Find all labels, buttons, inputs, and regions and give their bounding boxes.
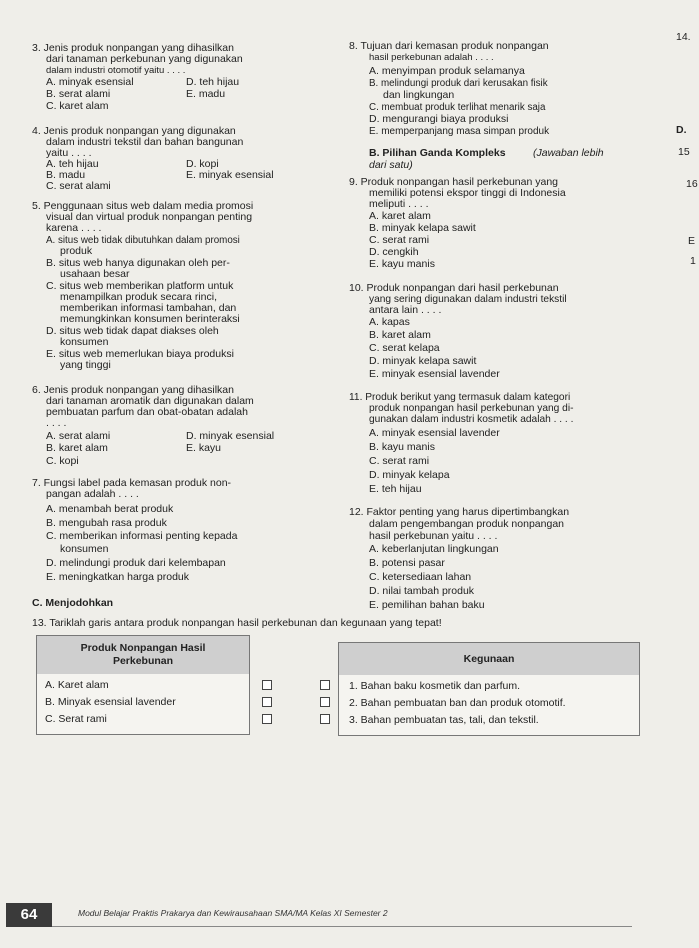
q12-option-a: A. keberlanjutan lingkungan — [369, 543, 499, 555]
match-right-items — [338, 675, 640, 736]
edge-mark-d: D. — [676, 124, 687, 136]
q4-line-3: yaitu . . . . — [46, 147, 92, 159]
match-left-header-line-1: Produk Nonpangan Hasil — [80, 642, 206, 654]
q10-line-1: 10. Produk nonpangan dari hasil perkebunan — [349, 282, 559, 294]
q8-option-d: D. mengurangi biaya produksi — [369, 113, 509, 125]
q4-option-e: E. minyak esensial — [186, 169, 274, 181]
q10-line-2: yang sering digunakan dalam industri tekstil — [369, 294, 567, 305]
q11-line-1: 11. Produk berikut yang termasuk dalam kategori — [349, 392, 571, 403]
q4-line-1: 4. Jenis produk nonpangan yang digunakan — [32, 125, 236, 137]
q6-line-2: dari tanaman aromatik dan digunakan dalam — [46, 395, 254, 407]
q5-option-c: C. situs web memberikan platform untuk — [46, 280, 234, 292]
q10-option-d: D. minyak kelapa sawit — [369, 355, 477, 367]
q12-line-2: dalam pengembangan produk nonpangan — [369, 518, 564, 530]
page-number: 64 — [6, 903, 52, 927]
q13-instruction: 13. Tariklah garis antara produk nonpangan hasil perkebunan dan kegunaan yang tepat! — [32, 617, 442, 629]
edge-mark-14: 14. — [676, 31, 691, 43]
q6-line-1: 6. Jenis produk nonpangan yang dihasilkan — [32, 384, 234, 396]
q11-line-3: gunakan dalam industri kosmetik adalah . . . . — [369, 414, 574, 425]
edge-mark-16: 16 — [686, 178, 698, 190]
q7-option-e: E. meningkatkan harga produk — [46, 571, 190, 583]
q6-line-3: pembuatan parfum dan obat-obatan adalah — [46, 406, 248, 418]
q7-option-c: C. memberikan informasi penting kepada — [46, 530, 238, 542]
q7-option-c-cont: konsumen — [60, 543, 109, 555]
match-right-box-1[interactable] — [320, 680, 330, 690]
q3-option-e: E. madu — [186, 88, 226, 100]
q12-line-1: 12. Faktor penting yang harus dipertimbangkan — [349, 506, 570, 518]
q5-option-d-cont: konsumen — [60, 336, 109, 348]
q11-option-b: B. kayu manis — [369, 441, 435, 453]
match-right-header — [338, 642, 640, 676]
match-left-box-a[interactable] — [262, 680, 272, 690]
q6-line-4: . . . . — [46, 417, 67, 429]
q8-option-c: C. membuat produk terlihat menarik saja — [369, 102, 546, 113]
q5-line-3: karena . . . . — [46, 222, 102, 234]
footer-title: Modul Belajar Praktis Prakarya dan Kewirausahaan SMA/MA Kelas XI Semester 2 — [78, 908, 388, 918]
edge-mark-e: E — [688, 235, 696, 247]
q8-option-b: B. melindungi produk dari kerusakan fisik — [369, 78, 548, 89]
section-c-title: C. Menjodohkan — [32, 597, 114, 609]
q6-option-e: E. kayu — [186, 442, 222, 454]
q7-option-b: B. mengubah rasa produk — [46, 517, 167, 529]
q8-line-1: 8. Tujuan dari kemasan produk nonpangan — [349, 40, 549, 52]
q12-option-c: C. ketersediaan lahan — [369, 571, 472, 583]
q3-option-c: C. karet alam — [46, 100, 109, 112]
q3-line-1: 3. Jenis produk nonpangan yang dihasilkan — [32, 42, 234, 54]
edge-mark-15: 15 — [678, 146, 690, 158]
q8-option-e: E. memperpanjang masa simpan produk — [369, 126, 550, 137]
match-right-header-label: Kegunaan — [463, 653, 515, 665]
q11-option-a: A. minyak esensial lavender — [369, 427, 500, 439]
q7-option-d: D. melindungi produk dari kelembapan — [46, 557, 226, 569]
match-left-header-line-2: Perkebunan — [112, 655, 174, 667]
q9-option-a: A. karet alam — [369, 210, 431, 222]
q12-option-b: B. potensi pasar — [369, 557, 445, 569]
q7-option-a: A. menambah berat produk — [46, 503, 174, 515]
q3-option-d: D. teh hijau — [186, 76, 240, 88]
match-right-item-2: 2. Bahan pembuatan ban dan produk otomotif. — [349, 697, 566, 709]
q6-option-d: D. minyak esensial — [186, 430, 275, 442]
q4-line-2: dalam industri tekstil dan bahan bangunan — [46, 136, 244, 148]
q4-option-c: C. serat alami — [46, 180, 111, 192]
q4-option-a: A. teh hijau — [46, 158, 99, 170]
q9-option-e: E. kayu manis — [369, 258, 435, 270]
q4-option-b: B. madu — [46, 169, 86, 181]
q9-option-d: D. cengkih — [369, 246, 419, 258]
q11-option-e: E. teh hijau — [369, 483, 422, 495]
q12-option-d: D. nilai tambah produk — [369, 585, 475, 597]
q4-option-d: D. kopi — [186, 158, 219, 170]
q5-option-d: D. situs web tidak dapat diakses oleh — [46, 325, 219, 337]
q11-option-d: D. minyak kelapa — [369, 469, 450, 481]
match-left-box-c[interactable] — [262, 714, 272, 724]
q7-line-1: 7. Fungsi label pada kemasan produk non- — [32, 477, 232, 489]
q9-line-2: memiliki potensi ekspor tinggi di Indonesia — [369, 187, 566, 199]
q5-option-c-cont-3: memungkinkan konsumen berinteraksi — [60, 313, 240, 325]
section-b-note: (Jawaban lebih — [533, 147, 604, 159]
q6-option-b: B. karet alam — [46, 442, 108, 454]
match-right-box-2[interactable] — [320, 697, 330, 707]
q5-option-b-cont: usahaan besar — [60, 268, 130, 280]
match-right-box-3[interactable] — [320, 714, 330, 724]
q8-option-b-cont: dan lingkungan — [383, 89, 455, 101]
footer-divider — [52, 926, 632, 927]
q3-option-b: B. serat alami — [46, 88, 111, 100]
q5-line-1: 5. Penggunaan situs web dalam media promosi — [32, 200, 254, 212]
q5-option-e-cont: yang tinggi — [60, 359, 111, 371]
q3-line-3: dalam industri otomotif yaitu . . . . — [46, 65, 186, 76]
match-left-item-a: A. Karet alam — [45, 679, 109, 691]
match-left-items — [36, 674, 250, 735]
q10-option-b: B. karet alam — [369, 329, 431, 341]
q5-option-b: B. situs web hanya digunakan oleh per- — [46, 257, 230, 269]
q11-option-c: C. serat rami — [369, 455, 430, 467]
q12-line-3: hasil perkebunan yaitu . . . . — [369, 530, 498, 542]
q5-line-2: visual dan virtual produk nonpangan penting — [46, 211, 253, 223]
match-left-item-b: B. Minyak esensial lavender — [45, 696, 176, 708]
q9-line-1: 9. Produk nonpangan hasil perkebunan yang — [349, 176, 558, 188]
q7-line-2: pangan adalah . . . . — [46, 488, 139, 500]
q10-option-e: E. minyak esensial lavender — [369, 368, 500, 380]
section-b-note-2: dari satu) — [369, 159, 413, 171]
q10-option-a: A. kapas — [369, 316, 410, 328]
q6-option-c: C. kopi — [46, 455, 79, 467]
q9-option-c: C. serat rami — [369, 234, 430, 246]
match-left-header — [36, 635, 250, 675]
q5-option-a-cont: produk — [60, 245, 93, 257]
match-right-item-1: 1. Bahan baku kosmetik dan parfum. — [349, 680, 521, 692]
q3-option-a: A. minyak esensial — [46, 76, 134, 88]
q10-option-c: C. serat kelapa — [369, 342, 440, 354]
q10-line-3: antara lain . . . . — [369, 304, 442, 316]
q9-line-3: meliputi . . . . — [369, 198, 429, 210]
q9-option-b: B. minyak kelapa sawit — [369, 222, 476, 234]
q8-option-a: A. menyimpan produk selamanya — [369, 65, 525, 77]
q8-line-2: hasil perkebunan adalah . . . . — [369, 52, 494, 63]
q6-option-a: A. serat alami — [46, 430, 111, 442]
section-b-title: B. Pilihan Ganda Kompleks — [369, 147, 506, 159]
q5-option-a: A. situs web tidak dibutuhkan dalam promosi — [46, 235, 240, 246]
match-left-box-b[interactable] — [262, 697, 272, 707]
q5-option-c-cont-2: memberikan informasi tambahan, dan — [60, 302, 237, 314]
q12-option-e: E. pemilihan bahan baku — [369, 599, 485, 611]
q11-line-2: produk nonpangan hasil perkebunan yang di- — [369, 403, 574, 414]
edge-mark-1: 1 — [690, 255, 696, 267]
q3-line-2: dari tanaman perkebunan yang digunakan — [46, 53, 243, 65]
match-left-item-c: C. Serat rami — [45, 713, 107, 725]
match-right-item-3: 3. Bahan pembuatan tas, tali, dan tekstil. — [349, 714, 539, 726]
q5-option-c-cont-1: menampilkan produk secara rinci, — [60, 291, 217, 303]
q5-option-e: E. situs web memerlukan biaya produksi — [46, 348, 234, 360]
